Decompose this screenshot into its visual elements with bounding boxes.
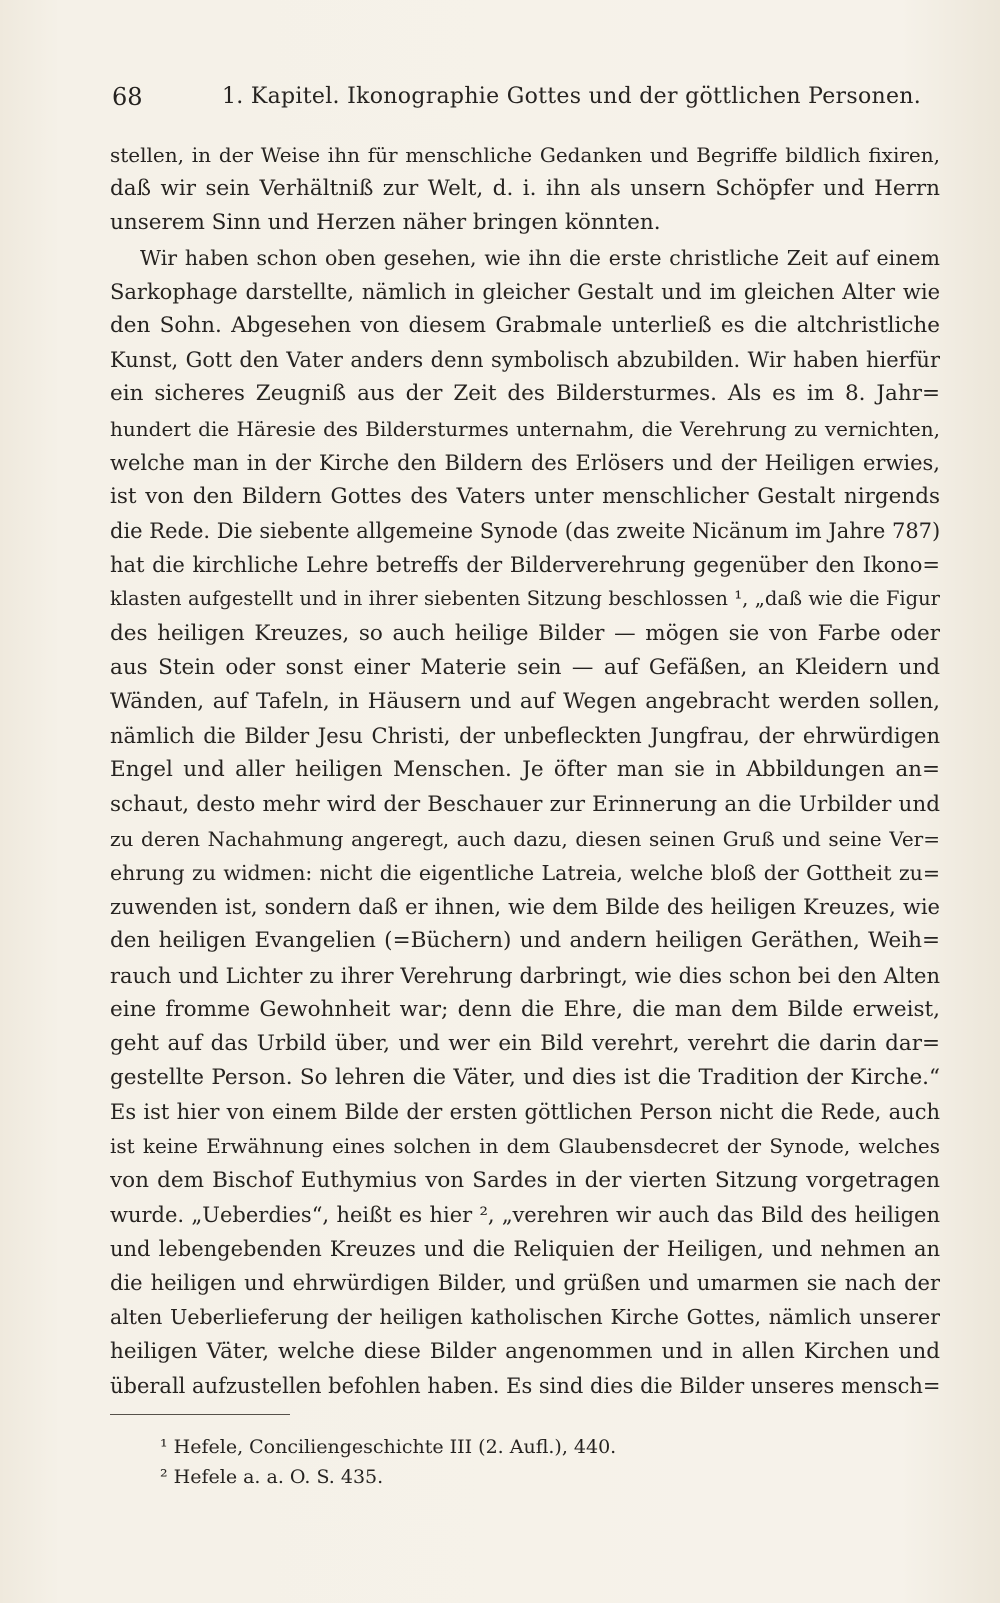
text-line: zuwenden ist, sondern daß er ihnen, wie dem Bilde des heiligen Kreuzes, wie [110, 895, 940, 920]
footnote-2: ² Hefele a. a. O. S. 435. [160, 1466, 384, 1488]
text-line: Kunst, Gott den Vater anders denn symbolisch abzubilden. Wir haben hierfür [110, 348, 940, 373]
footnote-divider [110, 1414, 290, 1415]
text-line: nämlich die Bilder Jesu Christi, der unbefleckten Jungfrau, der ehrwürdigen [110, 724, 940, 749]
text-line: ist von den Bildern Gottes des Vaters unter menschlicher Gestalt nirgends [110, 483, 940, 509]
text-line: Sarkophage darstellte, nämlich in gleicher Gestalt und im gleichen Alter wie [110, 279, 940, 304]
page-number: 68 [112, 83, 143, 111]
text-line: ist keine Erwähnung eines solchen in dem Glaubensdecret der Synode, welches [110, 1134, 940, 1159]
page-header [112, 80, 942, 114]
text-line: aus Stein oder sonst einer Materie sein — auf Gefäßen, an Kleidern und [110, 654, 940, 680]
text-line: und lebengebenden Kreuzes und die Reliquien der Heiligen, und nehmen an [110, 1237, 940, 1261]
text-line: geht auf das Urbild über, und wer ein Bild verehrt, verehrt die darin dar= [110, 1030, 940, 1056]
text-line: alten Ueberlieferung der heiligen katholischen Kirche Gottes, nämlich unserer [110, 1305, 940, 1330]
text-line: gestellte Person. So lehren die Väter, und dies ist die Tradition der Kirche.“ [110, 1065, 940, 1091]
text-line: Wänden, auf Tafeln, in Häusern und auf Wegen angebracht werden sollen, [110, 689, 940, 714]
running-head: 1. Kapitel. Ikonographie Gottes und der göttlichen Personen. [222, 84, 922, 109]
text-line: klasten aufgestellt und in ihrer siebenten Sitzung beschlossen ¹, „daß wie die Figur [110, 587, 940, 611]
text-line: ehrung zu widmen: nicht die eigentliche Latreia, welche bloß der Gottheit zu= [110, 860, 940, 885]
text-line: stellen, in der Weise ihn für menschliche Gedanken und Begriffe bildlich fixiren, [110, 143, 940, 167]
text-line: den Sohn. Abgesehen von diesem Grabmale unterließ es die altchristliche [110, 312, 940, 338]
text-line: den heiligen Evangelien (=Büchern) und andern heiligen Geräthen, Weih= [110, 928, 940, 954]
text-line: welche man in der Kirche den Bildern des Erlösers und der Heiligen erwies, [110, 450, 940, 475]
text-line: Es ist hier von einem Bilde der ersten göttlichen Person nicht die Rede, auch [110, 1100, 940, 1125]
text-line: von dem Bischof Euthymius von Sardes in der vierten Sitzung vorgetragen [110, 1167, 940, 1193]
text-line: heiligen Väter, welche diese Bilder angenommen und in allen Kirchen und [110, 1338, 940, 1364]
text-line: hundert die Häresie des Bildersturmes unternahm, die Verehrung zu vernichten, [110, 416, 940, 441]
text-line: die Rede. Die siebente allgemeine Synode (das zweite Nicänum im Jahre 787) [110, 519, 940, 544]
text-line: daß wir sein Verhältniß zur Welt, d. i. ihn als unsern Schöpfer und Herrn [110, 176, 940, 202]
text-line: schaut, desto mehr wird der Beschauer zur Erinnerung an die Urbilder und [110, 791, 940, 817]
body-text [110, 138, 940, 1403]
footnotes [160, 1432, 860, 1492]
text-line: die heiligen und ehrwürdigen Bilder, und grüßen und umarmen sie nach der [110, 1271, 940, 1296]
text-line: rauch und Lichter zu ihrer Verehrung darbringt, wie dies schon bei den Alten [110, 963, 940, 988]
text-line: Engel und aller heiligen Menschen. Je öfter man sie in Abbildungen an= [110, 757, 940, 783]
text-line: überall aufzustellen befohlen haben. Es sind dies die Bilder unseres mensch= [110, 1373, 940, 1398]
text-line: eine fromme Gewohnheit war; denn die Ehre, die man dem Bilde erweist, [110, 996, 940, 1022]
footnote-1: ¹ Hefele, Conciliengeschichte III (2. Aufl.), 440. [160, 1436, 617, 1458]
text-line: zu deren Nachahmung angeregt, auch dazu, diesen seinen Gruß und seine Ver= [110, 826, 940, 851]
text-line: unserem Sinn und Herzen näher bringen könnten. [110, 210, 661, 236]
text-line: wurde. „Ueberdies“, heißt es hier ², „verehren wir auch das Bild des heiligen [110, 1202, 940, 1227]
text-line: hat die kirchliche Lehre betreffs der Bilderverehrung gegenüber den Ikono= [110, 553, 940, 578]
text-line: Wir haben schon oben gesehen, wie ihn die erste christliche Zeit auf einem [140, 245, 940, 270]
text-line: ein sicheres Zeugniß aus der Zeit des Bildersturmes. Als es im 8. Jahr= [110, 381, 940, 407]
text-line: des heiligen Kreuzes, so auch heilige Bilder — mögen sie von Farbe oder [110, 620, 940, 646]
